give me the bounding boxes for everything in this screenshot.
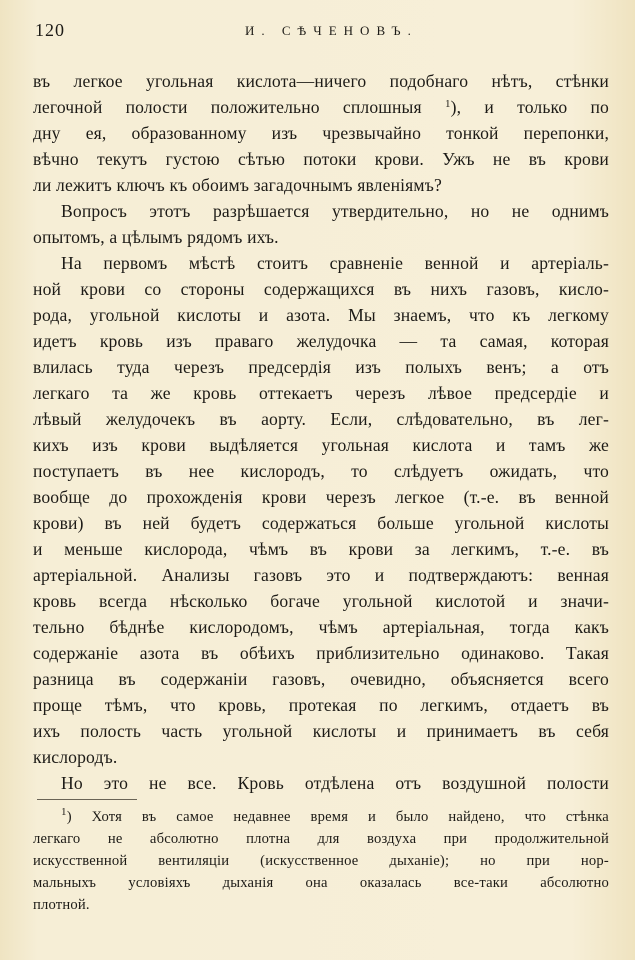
text-line: влилась туда черезъ предсердiя изъ полыхъ венъ; а отъ: [33, 357, 609, 377]
text-line: На первомъ мѣстѣ стоитъ сравненiе венной и артерiаль-: [61, 253, 609, 273]
text-line: [33, 94, 609, 120]
text-line: Вопросъ этотъ разрѣшается утвердительно, но не однимъ: [61, 201, 609, 221]
footnote-line: искусственной вентиляцiи (искусственное дыханiе); но при нор-: [33, 853, 609, 869]
text-line-tail: ), и только по: [450, 97, 609, 117]
text-line: кислородъ.: [33, 747, 118, 767]
footnote-reference: 1: [444, 98, 451, 110]
text-line: крови) въ ней будетъ содержаться больше угольной кислоты: [33, 513, 609, 533]
text-line: идетъ кровь изъ праваго желудочка — та самая, которая: [33, 331, 609, 351]
footnote-line: [33, 806, 609, 828]
text-line: ихъ полость часть угольной кислоты и принимаетъ въ себя: [33, 721, 609, 741]
footnote-marker: 1: [61, 806, 67, 818]
text-line: тельно бѣднѣе кислородомъ, чѣмъ артерiальная, тогда какъ: [33, 617, 609, 637]
page-header: [30, 20, 605, 44]
text-line-head: легочной полости положительно сплошныя: [33, 97, 422, 117]
text-line: содержанiе азота въ обѣихъ приблизительно одинаково. Такая: [33, 643, 609, 663]
footnote: [33, 806, 609, 916]
text-line: и меньше кислорода, чѣмъ въ крови за легкимъ, т.-е. въ: [33, 539, 609, 559]
text-line: Но это не все. Кровь отдѣлена отъ воздушной полости: [61, 773, 609, 793]
text-line: вѣчно текутъ густою сѣтью потоки крови. Ужъ не въ крови: [33, 149, 609, 169]
text-line: легкаго та же кровь оттекаетъ черезъ лѣвое предсердiе и: [33, 383, 609, 403]
footnote-line: мальныхъ условiяхъ дыханiя она оказалась все-таки абсолютно: [33, 875, 609, 891]
running-head: И. СѢЧЕНОВЪ.: [245, 23, 418, 38]
text-line: кровь всегда нѣсколько богаче угольной кислотой и значи-: [33, 591, 609, 611]
footnote-line-text: ) Хотя въ самое недавнее время и было найдено, что стѣнка: [66, 809, 609, 825]
body-text: [33, 68, 609, 796]
text-line: вообще до прохожденiя крови черезъ легкое (т.-е. въ венной: [33, 487, 609, 507]
footnote-divider: [37, 799, 137, 800]
text-line: лѣвый желудочекъ въ аорту. Если, слѣдовательно, въ лег-: [33, 409, 609, 429]
page-number: 120: [35, 20, 65, 40]
text-line: опытомъ, а цѣлымъ рядомъ ихъ.: [33, 227, 279, 247]
text-line: ной крови со стороны содержащихся въ нихъ газовъ, кисло-: [33, 279, 609, 299]
text-line: рода, угольной кислоты и азота. Мы знаемъ, что къ легкому: [33, 305, 609, 325]
text-line: артерiальной. Анализы газовъ это и подтверждаютъ: венная: [33, 565, 609, 585]
text-line: проще тѣмъ, что кровь, протекая по легкимъ, отдаетъ въ: [33, 695, 609, 715]
text-line: поступаетъ въ нее кислородъ, то слѣдуетъ ожидать, что: [33, 461, 609, 481]
text-line: въ легкое угольная кислота—ничего подобнаго нѣтъ, стѣнки: [33, 71, 609, 91]
text-line: разница въ содержанiи газовъ, очевидно, объясняется всего: [33, 669, 609, 689]
text-line: дну ея, образованному изъ чрезвычайно тонкой перепонки,: [33, 123, 609, 143]
footnote-line: легкаго не абсолютно плотна для воздуха при продолжительной: [33, 831, 609, 847]
text-line: кихъ изъ крови выдѣляется угольная кислота и тамъ же: [33, 435, 609, 455]
text-line: ли лежитъ ключъ къ обоимъ загадочнымъ явленiямъ?: [33, 175, 442, 195]
footnote-line: плотной.: [33, 897, 90, 913]
